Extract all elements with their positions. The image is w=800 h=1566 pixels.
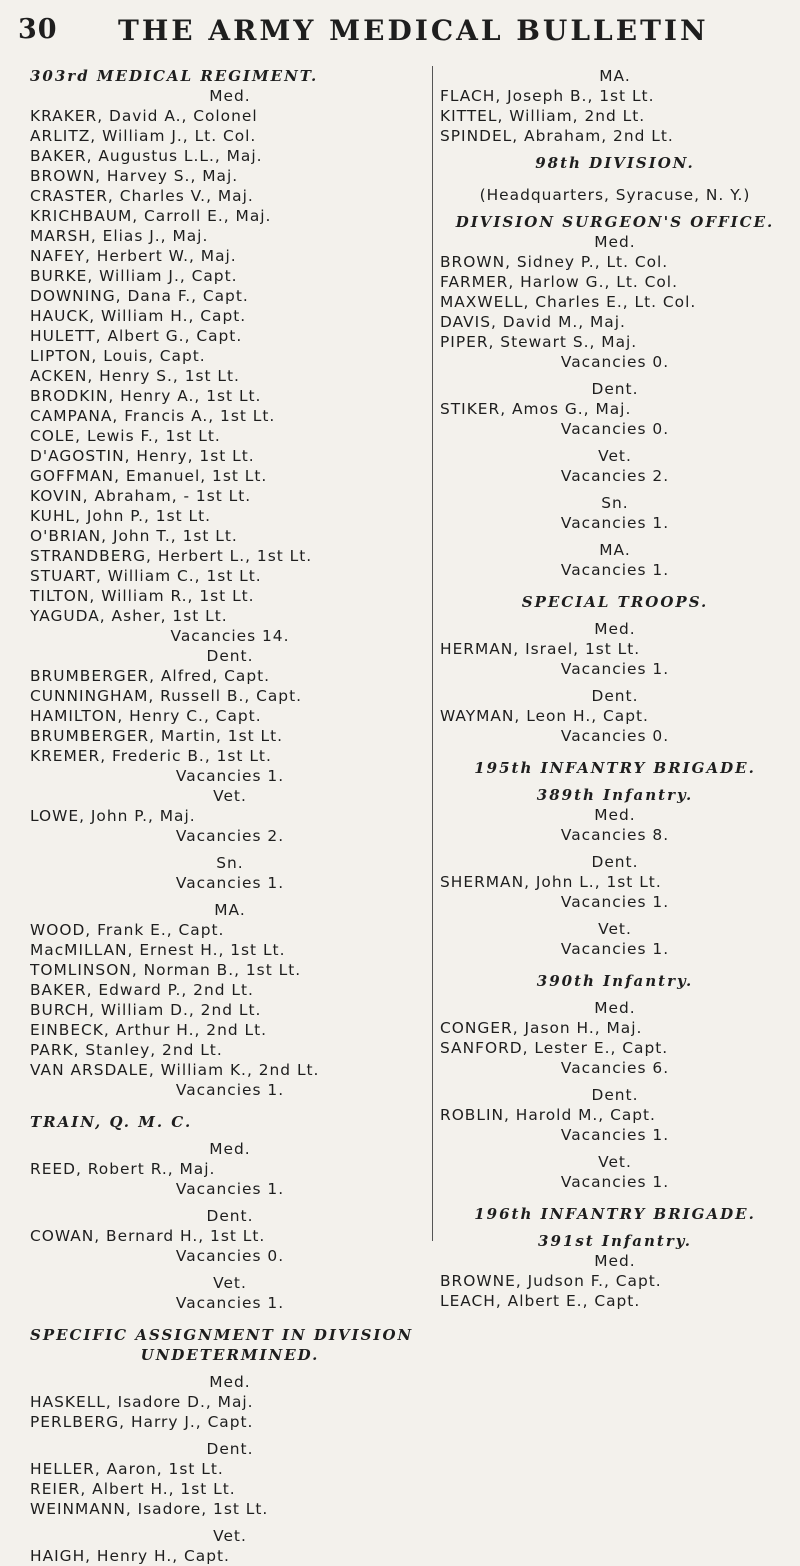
roster-entry: BRUMBERGER, Martin, 1st Lt. xyxy=(30,727,284,745)
subheading: Vacancies 2. xyxy=(175,827,285,845)
section-heading: 303rd MEDICAL REGIMENT. xyxy=(30,67,319,85)
roster-entry: BROWN, Sidney P., Lt. Col. xyxy=(440,253,669,271)
roster-entry: GOFFMAN, Emanuel, 1st Lt. xyxy=(30,467,268,485)
section-heading: 391st Infantry. xyxy=(538,1232,692,1250)
roster-entry: VAN ARSDALE, William K., 2nd Lt. xyxy=(30,1061,320,1079)
spacer xyxy=(440,912,790,919)
roster-entry: BROWNE, Judson F., Capt. xyxy=(440,1272,662,1290)
column-divider xyxy=(432,66,433,1241)
subheading: Dent. xyxy=(591,853,639,871)
subheading: Vacancies 1. xyxy=(560,514,670,532)
subheading: MA. xyxy=(599,541,631,559)
roster-entry: BROWN, Harvey S., Maj. xyxy=(30,167,239,185)
subheading: Vacancies 1. xyxy=(560,561,670,579)
roster-entry: LOWE, John P., Maj. xyxy=(30,807,196,825)
subheading: Vacancies 1. xyxy=(175,874,285,892)
spacer xyxy=(440,746,790,758)
spacer xyxy=(440,1145,790,1152)
roster-entry: COWAN, Bernard H., 1st Lt. xyxy=(30,1227,266,1245)
roster-entry: HAMILTON, Henry C., Capt. xyxy=(30,707,262,725)
subheading: Dent. xyxy=(591,1086,639,1104)
section-heading: 390th Infantry. xyxy=(536,972,694,990)
roster-entry: NAFEY, Herbert W., Maj. xyxy=(30,247,237,265)
roster-entry: O'BRIAN, John T., 1st Lt. xyxy=(30,527,238,545)
roster-entry: LIPTON, Louis, Capt. xyxy=(30,347,206,365)
subheading: Dent. xyxy=(206,1207,254,1225)
spacer xyxy=(30,1100,430,1112)
roster-entry: DAVIS, David M., Maj. xyxy=(440,313,626,331)
section-heading: 196th INFANTRY BRIGADE. xyxy=(474,1205,756,1223)
roster-entry: ARLITZ, William J., Lt. Col. xyxy=(30,127,257,145)
subheading: Med. xyxy=(594,806,636,824)
subheading: Med. xyxy=(209,87,251,105)
spacer xyxy=(440,778,790,785)
roster-entry: REED, Robert R., Maj. xyxy=(30,1160,216,1178)
spacer xyxy=(440,959,790,971)
roster-entry: BURCH, William D., 2nd Lt. xyxy=(30,1001,262,1019)
roster-entry: PERLBERG, Harry J., Capt. xyxy=(30,1413,254,1431)
roster-entry: BAKER, Augustus L.L., Maj. xyxy=(30,147,263,165)
subheading: MA. xyxy=(599,67,631,85)
roster-entry: KREMER, Frederic B., 1st Lt. xyxy=(30,747,272,765)
roster-entry: WAYMAN, Leon H., Capt. xyxy=(440,707,649,725)
subheading: Dent. xyxy=(206,647,254,665)
roster-entry: MacMILLAN, Ernest H., 1st Lt. xyxy=(30,941,286,959)
spacer xyxy=(30,1313,430,1325)
roster-entry: HULETT, Albert G., Capt. xyxy=(30,327,243,345)
roster-entry: KOVIN, Abraham, - 1st Lt. xyxy=(30,487,252,505)
spacer xyxy=(440,845,790,852)
roster-entry: HAUCK, William H., Capt. xyxy=(30,307,247,325)
roster-entry: CUNNINGHAM, Russell B., Capt. xyxy=(30,687,302,705)
subheading: Dent. xyxy=(206,1440,254,1458)
roster-entry: WEINMANN, Isadore, 1st Lt. xyxy=(30,1500,269,1518)
roster-entry: ROBLIN, Harold M., Capt. xyxy=(440,1106,656,1124)
section-heading: 195th INFANTRY BRIGADE. xyxy=(474,759,756,777)
subheading: Med. xyxy=(594,233,636,251)
subheading: Vacancies 1. xyxy=(175,1081,285,1099)
subheading: Vet. xyxy=(598,447,632,465)
spacer xyxy=(30,893,430,900)
subheading: Vacancies 8. xyxy=(560,826,670,844)
subheading: Med. xyxy=(594,1252,636,1270)
subheading: (Headquarters, Syracuse, N. Y.) xyxy=(479,186,751,204)
section-heading: SPECIFIC ASSIGNMENT IN DIVISION xyxy=(30,1326,414,1344)
roster-entry: KITTEL, William, 2nd Lt. xyxy=(440,107,646,125)
subheading: Med. xyxy=(594,620,636,638)
section-heading: DIVISION SURGEON'S OFFICE. xyxy=(455,213,775,231)
subheading: MA. xyxy=(214,901,246,919)
roster-entry: REIER, Albert H., 1st Lt. xyxy=(30,1480,236,1498)
roster-entry: KUHL, John P., 1st Lt. xyxy=(30,507,212,525)
roster-entry: SANFORD, Lester E., Capt. xyxy=(440,1039,669,1057)
spacer xyxy=(440,1192,790,1204)
roster-entry: COLE, Lewis F., 1st Lt. xyxy=(30,427,221,445)
spacer xyxy=(440,533,790,540)
spacer xyxy=(30,1266,430,1273)
roster-entry: CRASTER, Charles V., Maj. xyxy=(30,187,254,205)
roster-entry: TOMLINSON, Norman B., 1st Lt. xyxy=(30,961,302,979)
subheading: Vet. xyxy=(213,1274,247,1292)
roster-entry: DOWNING, Dana F., Capt. xyxy=(30,287,249,305)
section-heading: SPECIAL TROOPS. xyxy=(521,593,709,611)
roster-entry: STIKER, Amos G., Maj. xyxy=(440,400,632,418)
spacer xyxy=(30,1432,430,1439)
spacer xyxy=(440,439,790,446)
spacer xyxy=(440,991,790,998)
spacer xyxy=(440,146,790,153)
roster-entry: STUART, William C., 1st Lt. xyxy=(30,567,262,585)
subheading: Vacancies 2. xyxy=(560,467,670,485)
roster-entry: MARSH, Elias J., Maj. xyxy=(30,227,209,245)
subheading: Vacancies 0. xyxy=(175,1247,285,1265)
subheading: Vacancies 0. xyxy=(560,353,670,371)
section-heading: 98th DIVISION. xyxy=(535,154,695,172)
roster-entry: BAKER, Edward P., 2nd Lt. xyxy=(30,981,254,999)
roster-entry: HASKELL, Isadore D., Maj. xyxy=(30,1393,254,1411)
subheading: Vet. xyxy=(598,920,632,938)
subheading: Vacancies 1. xyxy=(560,940,670,958)
subheading: Vacancies 0. xyxy=(560,727,670,745)
subheading: Med. xyxy=(594,999,636,1017)
roster-entry: HERMAN, Israel, 1st Lt. xyxy=(440,640,641,658)
roster-entry: FARMER, Harlow G., Lt. Col. xyxy=(440,273,678,291)
section-heading: UNDETERMINED. xyxy=(140,1346,320,1364)
subheading: Vacancies 14. xyxy=(170,627,290,645)
section-heading: TRAIN, Q. M. C. xyxy=(30,1113,193,1131)
spacer xyxy=(440,486,790,493)
spacer xyxy=(30,846,430,853)
roster-entry: LEACH, Albert E., Capt. xyxy=(440,1292,641,1310)
roster-entry: KRICHBAUM, Carroll E., Maj. xyxy=(30,207,272,225)
spacer xyxy=(440,1224,790,1231)
subheading: Med. xyxy=(209,1140,251,1158)
subheading: Vacancies 1. xyxy=(560,660,670,678)
spacer xyxy=(440,372,790,379)
subheading: Vacancies 0. xyxy=(560,420,670,438)
subheading: Vet. xyxy=(598,1153,632,1171)
roster-entry: BURKE, William J., Capt. xyxy=(30,267,238,285)
section-heading: 389th Infantry. xyxy=(536,786,694,804)
subheading: Sn. xyxy=(601,494,629,512)
subheading: Vacancies 1. xyxy=(175,1294,285,1312)
roster-entry: ACKEN, Henry S., 1st Lt. xyxy=(30,367,240,385)
roster-entry: EINBECK, Arthur H., 2nd Lt. xyxy=(30,1021,267,1039)
spacer xyxy=(30,1199,430,1206)
subheading: Dent. xyxy=(591,687,639,705)
subheading: Vacancies 1. xyxy=(560,1126,670,1144)
spacer xyxy=(440,679,790,686)
spacer xyxy=(440,580,790,592)
spacer xyxy=(30,1519,430,1526)
subheading: Vacancies 6. xyxy=(560,1059,670,1077)
roster-entry: YAGUDA, Asher, 1st Lt. xyxy=(30,607,228,625)
roster-entry: BRUMBERGER, Alfred, Capt. xyxy=(30,667,271,685)
page-number: 30 xyxy=(18,14,58,45)
roster-entry: MAXWELL, Charles E., Lt. Col. xyxy=(440,293,697,311)
subheading: Vacancies 1. xyxy=(175,1180,285,1198)
spacer xyxy=(30,1365,430,1372)
roster-entry: CAMPANA, Francis A., 1st Lt. xyxy=(30,407,276,425)
subheading: Vet. xyxy=(213,1527,247,1545)
spacer xyxy=(440,1078,790,1085)
left-column xyxy=(30,66,430,1566)
page-title: THE ARMY MEDICAL BULLETIN xyxy=(118,14,709,47)
right-column xyxy=(440,66,790,1311)
subheading: Dent. xyxy=(591,380,639,398)
roster-entry: BRODKIN, Henry A., 1st Lt. xyxy=(30,387,262,405)
roster-entry: PARK, Stanley, 2nd Lt. xyxy=(30,1041,223,1059)
roster-entry: SHERMAN, John L., 1st Lt. xyxy=(440,873,662,891)
spacer xyxy=(30,1132,430,1139)
spacer xyxy=(440,173,790,185)
roster-entry: STRANDBERG, Herbert L., 1st Lt. xyxy=(30,547,313,565)
subheading: Med. xyxy=(209,1373,251,1391)
roster-entry: PIPER, Stewart S., Maj. xyxy=(440,333,638,351)
roster-entry: FLACH, Joseph B., 1st Lt. xyxy=(440,87,655,105)
page-header xyxy=(0,14,800,54)
subheading: Vacancies 1. xyxy=(175,767,285,785)
roster-entry: D'AGOSTIN, Henry, 1st Lt. xyxy=(30,447,255,465)
subheading: Vet. xyxy=(213,787,247,805)
roster-entry: WOOD, Frank E., Capt. xyxy=(30,921,225,939)
roster-entry: TILTON, William R., 1st Lt. xyxy=(30,587,255,605)
subheading: Sn. xyxy=(216,854,244,872)
subheading: Vacancies 1. xyxy=(560,1173,670,1191)
roster-entry: HELLER, Aaron, 1st Lt. xyxy=(30,1460,224,1478)
spacer xyxy=(440,205,790,212)
roster-entry: SPINDEL, Abraham, 2nd Lt. xyxy=(440,127,674,145)
roster-entry: HAIGH, Henry H., Capt. xyxy=(30,1547,230,1565)
subheading: Vacancies 1. xyxy=(560,893,670,911)
spacer xyxy=(440,612,790,619)
roster-entry: KRAKER, David A., Colonel xyxy=(30,107,258,125)
roster-entry: CONGER, Jason H., Maj. xyxy=(440,1019,643,1037)
